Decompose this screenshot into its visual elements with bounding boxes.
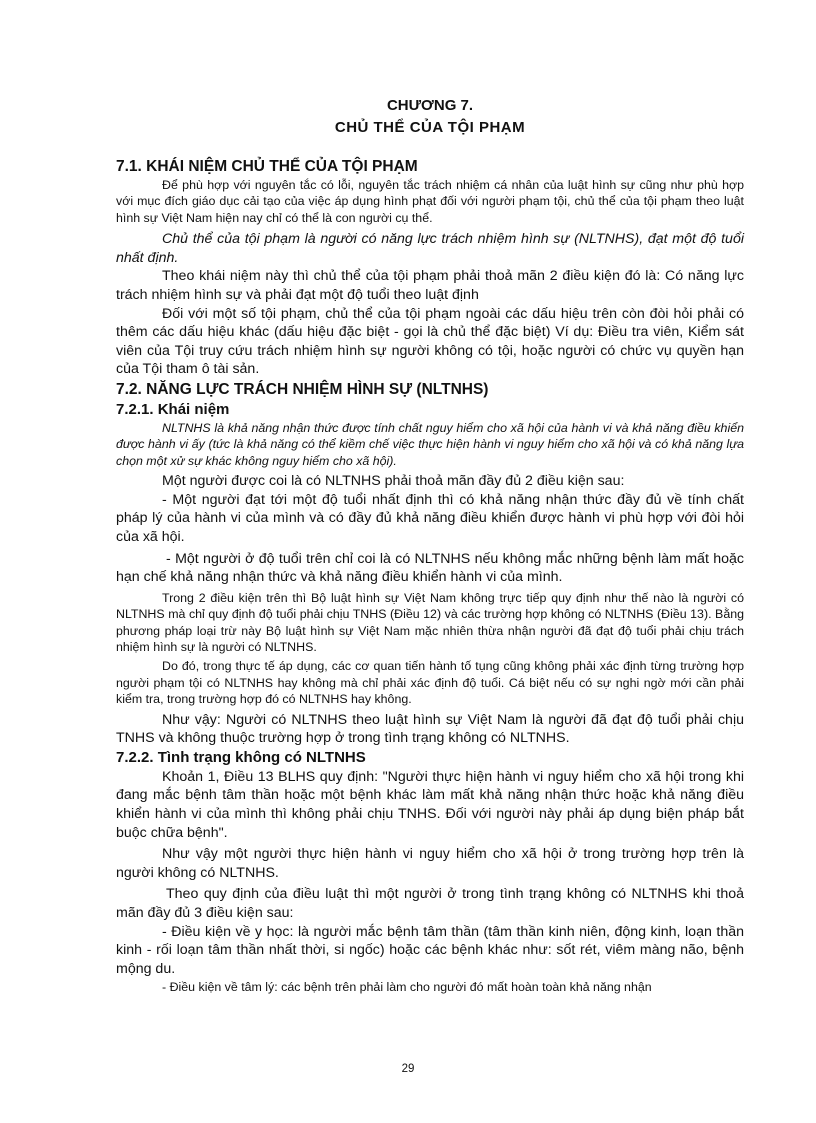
chapter-title: CHỦ THỂ CỦA TỘI PHẠM <box>334 119 526 136</box>
paragraph: Khoản 1, Điều 13 BLHS quy định: "Người thực hiện hành vi nguy hiểm cho xã hội trong khi đang mắc bệnh tâm thần hoặc một bệnh khác làm mất khả năng nhận thức hoặc khả năng điều khiển hành vi của mình thì không phải chịu TNHS. Đối với người này phải áp dụng biện pháp bắt buộc chữa bệnh". <box>116 768 744 841</box>
paragraph: Như vậy: Người có NLTNHS theo luật hình sự Việt Nam là người đã đạt độ tuổi phải chịu TNHS và không thuộc trường hợp ở trong tình trạng không có NLTNHS. <box>116 711 744 747</box>
paragraph: Trong 2 điều kiện trên thì Bộ luật hình sự Việt Nam không trực tiếp quy định như thế nào là người có NLTNHS mà chỉ quy định độ tuổi phải chịu TNHS (Điều 12) và các trường hợp không có NLTNHS (Điều 13). Bằng phương pháp loại trừ này Bộ luật hình sự Việt Nam mặc nhiên thừa nhận người đã đạt độ tuổi phải chịu trách nhiệm hình sự là người có NLTNHS. <box>116 590 744 654</box>
paragraph: Đối với một số tội phạm, chủ thể của tội phạm ngoài các dấu hiệu trên còn đòi hỏi phải có thêm các dấu hiệu khác (dấu hiệu đặc biệt - gọi là chủ thể đặc biệt) Ví dụ: Điều tra viên, Kiểm sát viên của Tội truy cứu trách nhiệm hình sự người không có tội, hoặc người có chức vụ quyền hạn của Tội tham ô tài sản. <box>116 305 744 378</box>
chapter-number: CHƯƠNG 7. <box>386 97 474 114</box>
document-page <box>116 96 744 996</box>
paragraph: Do đó, trong thực tế áp dụng, các cơ quan tiến hành tố tụng cũng không phải xác định từng trường hợp người phạm tội có NLTNHS hay không mà chỉ phải xác định độ tuổi. Cá biệt nếu có sự nghi ngờ mới cần phải kiểm tra, trong trường hợp đó có NLTNHS hay không. <box>116 659 744 707</box>
paragraph: Một người được coi là có NLTNHS phải thoả mãn đầy đủ 2 điều kiện sau: <box>162 473 625 490</box>
section-heading-7-1: 7.1. KHÁI NIỆM CHỦ THỂ CỦA TỘI PHẠM <box>116 158 418 175</box>
list-item: - Một người ở độ tuổi trên chỉ coi là có NLTNHS nếu không mắc những bệnh làm mất hoặc hạn chế khả năng nhận thức và khả năng điều khiển hành vi của mình. <box>116 550 744 586</box>
list-item: - Một người đạt tới một độ tuổi nhất định thì có khả năng nhận thức đầy đủ về tính chất pháp lý của hành vi của mình và có đầy đủ khả năng điều khiển được hành vi phù hợp với đòi hỏi của xã hội. <box>116 491 744 545</box>
definition-paragraph: Chủ thể của tội phạm là người có năng lực trách nhiệm hình sự (NLTNHS), đạt một độ tuổi nhất định. <box>116 231 744 266</box>
definition-paragraph: NLTNHS là khả năng nhận thức được tính chất nguy hiểm cho xã hội của hành vi và khả năng điều khiển được hành vi ấy (tức là khả năng có thể kiềm chế việc thực hiện hành vi nguy hiểm cho xã hội và có khả năng lựa chọn một xử sự khác không nguy hiểm cho xã hội). <box>116 420 744 468</box>
page-number: 29 <box>401 1063 415 1075</box>
list-item: - Điều kiện về tâm lý: các bệnh trên phải làm cho người đó mất hoàn toàn khả năng nhận <box>162 980 652 995</box>
paragraph: Như vậy một người thực hiện hành vi nguy hiểm cho xã hội ở trong trường hợp trên là người không có NLTNHS. <box>116 846 744 881</box>
section-heading-7-2: 7.2. NĂNG LỰC TRÁCH NHIỆM HÌNH SỰ (NLTNHS) <box>116 380 489 398</box>
subsection-heading-7-2-2: 7.2.2. Tình trạng không có NLTNHS <box>116 748 366 766</box>
subsection-heading-7-2-1: 7.2.1. Khái niệm <box>116 400 230 418</box>
paragraph: Theo quy định của điều luật thì một người ở trong tình trạng không có NLTNHS khi thoả mãn đầy đủ 3 điều kiện sau: <box>116 886 744 921</box>
paragraph: Theo khái niệm này thì chủ thể của tội phạm phải thoả mãn 2 điều kiện đó là: Có năng lực trách nhiệm hình sự và phải đạt một độ tuổi theo luật định <box>116 268 744 303</box>
list-item: - Điều kiện về y học: là người mắc bệnh tâm thần (tâm thần kinh niên, động kinh, loạn thần kinh - rối loạn tâm thần nhất thời, si ngốc) hoặc các bệnh khác như: sốt rét, viêm màng não, bệnh mộng du. <box>116 923 744 977</box>
paragraph: Để phù hợp với nguyên tắc có lỗi, nguyên tắc trách nhiệm cá nhân của luật hình sự cũng như phù hợp với mục đích giáo dục cải tạo của việc áp dụng hình phạt đối với người phạm tội, chủ thể của tội phạm theo luật hình sự Việt Nam hiện nay chỉ có thể là con người cụ thể. <box>116 178 744 225</box>
